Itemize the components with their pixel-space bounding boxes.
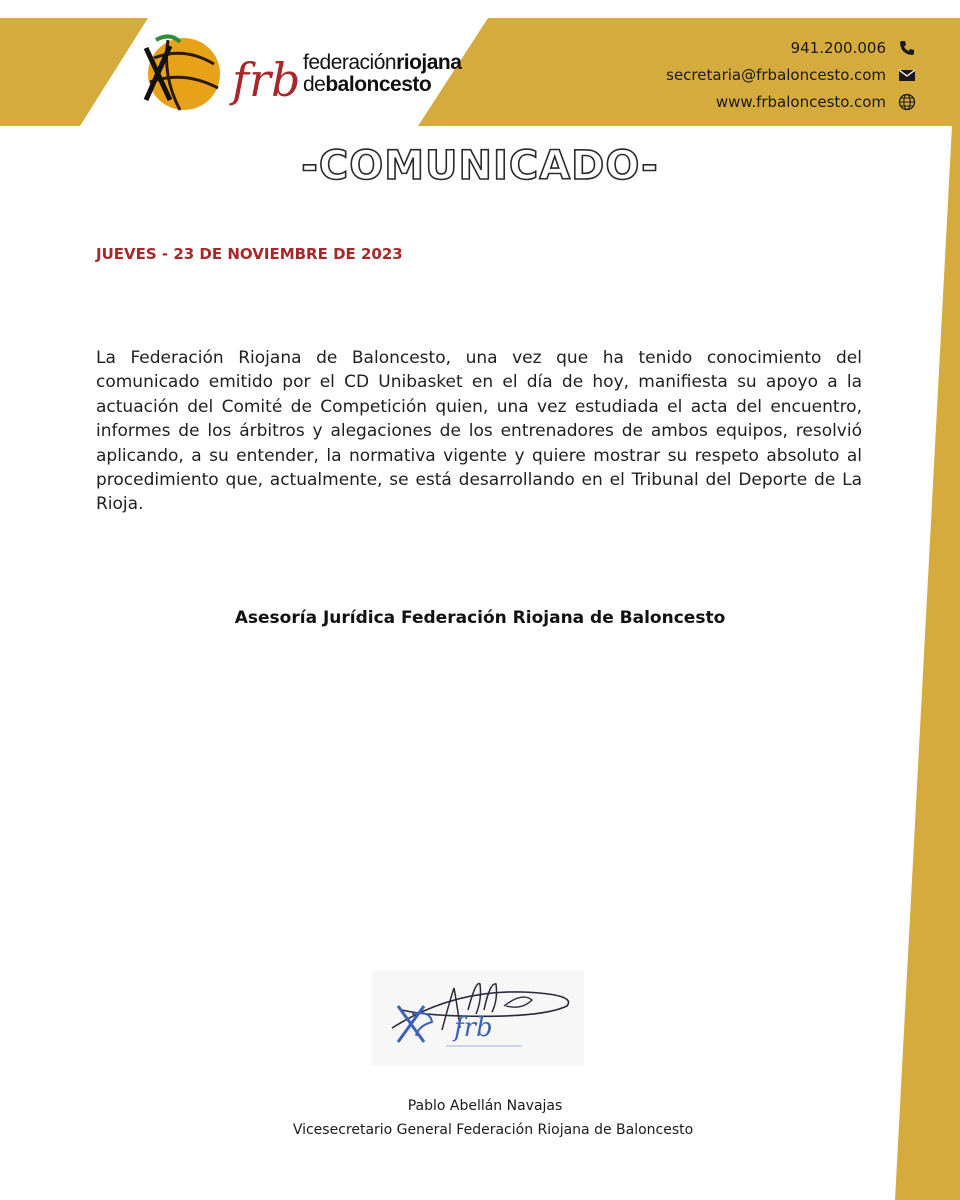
phone-icon xyxy=(898,39,916,57)
document-signoff: Asesoría Jurídica Federación Riojana de Baloncesto xyxy=(234,608,726,628)
brand-name xyxy=(303,52,461,96)
document-date: JUEVES - 23 DE NOVIEMBRE DE 2023 xyxy=(96,245,403,263)
signer-role: Vicesecretario General Federación Riojana de Baloncesto xyxy=(292,1122,694,1138)
document-body: La Federación Riojana de Baloncesto, una vez que ha tenido conocimiento del comunicado emitido por el CD Unibasket en el día de hoy, manifiesta su apoyo a la actuación del Comité de Competición quien, una vez estudiada el acta del encuentro, informes de los árbitros y alegaciones de los entrenadores de ambos equipos, resolvió aplicando, a su entender, la normativa vigente y quiere mostrar su respeto absoluto al procedimiento que, actualmente, se está desarrollando en el Tribunal del Deporte de La Rioja. xyxy=(96,348,862,515)
email-address: secretaria@frbaloncesto.com xyxy=(666,65,886,84)
contact-info xyxy=(666,34,916,115)
brand-line2-bold: baloncesto xyxy=(325,73,432,96)
signer-name: Pablo Abellán Navajas xyxy=(407,1098,563,1114)
signature-stamp xyxy=(372,970,584,1066)
phone-number: 941.200.006 xyxy=(790,38,886,57)
brand-line1-bold: riojana xyxy=(396,51,462,74)
website-url: www.frbaloncesto.com xyxy=(715,92,886,111)
contact-email xyxy=(666,61,916,88)
logo-wordmark: frb xyxy=(232,53,301,107)
contact-phone xyxy=(666,34,916,61)
envelope-icon xyxy=(898,66,916,84)
stamp-wordmark: frb xyxy=(454,1013,493,1043)
brand-line1-light: federación xyxy=(303,51,397,74)
document-title: -COMUNICADO- xyxy=(301,143,659,189)
contact-web xyxy=(666,88,916,115)
globe-icon xyxy=(898,93,916,111)
brand-line2-light: de xyxy=(303,73,326,96)
